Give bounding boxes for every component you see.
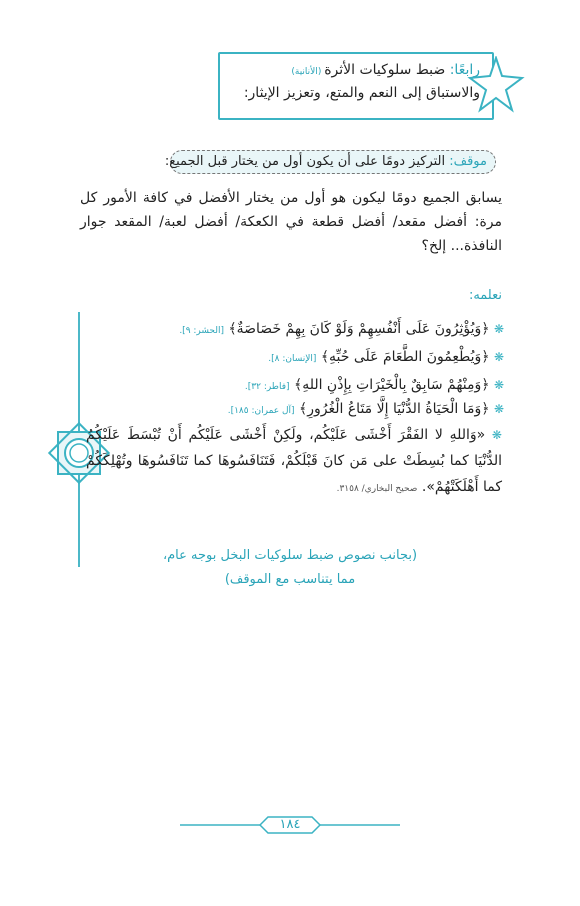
verse-item xyxy=(84,374,504,398)
stance-text: التركيز دومًا على أن يكون أول من يختار قبل الجميع: xyxy=(164,154,446,169)
learn-label: نعلمه: xyxy=(468,288,502,303)
verse-text: ﴿وَيُطْعِمُونَ الطَّعَامَ عَلَى حُبِّهِ﴾ xyxy=(320,349,490,365)
star-ornament-icon xyxy=(466,56,526,116)
verse-text: ﴿وَمِنْهُمْ سَابِقٌ بِالْخَيْرَاتِ بِإِذْنِ اللهِ﴾ xyxy=(293,377,490,393)
verse-reference: [الحشر: ٩]. xyxy=(179,326,224,336)
flower-bullet-icon: ❋ xyxy=(493,378,504,392)
section-subtitle: والاستباق إلى النعم والمتع، وتعزيز الإيثار: xyxy=(243,85,480,101)
verse-text: ﴿وَمَا الْحَيَاةُ الدُّنْيَا إِلَّا مَتَاعُ الْغُرُورِ﴾ xyxy=(299,401,490,417)
verse-item xyxy=(84,318,504,342)
section-title-note: (الأنانية) xyxy=(291,67,325,77)
flower-bullet-icon: ❋ xyxy=(493,350,504,364)
section-label: رابعًا: xyxy=(445,62,480,78)
stance-label: موقف: xyxy=(445,154,487,169)
note-line: مما يتناسب مع الموقف) xyxy=(224,572,356,587)
stance-bubble xyxy=(164,150,496,174)
page-number: ١٨٤ xyxy=(279,817,301,832)
flower-bullet-icon: ❋ xyxy=(493,402,504,416)
verse-text: ﴿وَيُؤْثِرُونَ عَلَى أَنْفُسِهِمْ وَلَوْ كَانَ بِهِمْ خَصَاصَةٌ﴾ xyxy=(228,321,490,337)
hadith-source: صحيح البخاري/ ٣١٥٨. xyxy=(336,484,418,494)
section-header-box xyxy=(218,52,494,120)
parenthetical-note xyxy=(120,544,460,592)
verse-item xyxy=(84,346,504,370)
flower-bullet-icon: ❋ xyxy=(491,428,502,442)
flower-bullet-icon: ❋ xyxy=(493,322,504,336)
hadith-text: «وَاللهِ لا الفَقْرَ أَخْشَى عَلَيْكُم، ولَكِنْ أَخْشَى عَلَيْكُم أَنْ تُبْسَطَ عَلَيْكُمُ الدُّنْيَا كما بُسِطَتْ على مَن كانَ قَبْلَكُمْ، فَتَنَافَسُوهَا كما تَنَافَسُوهَا وتُهْلِكَكُمْ كما أَهْلَكَتْهُمْ». xyxy=(86,427,502,495)
verse-item xyxy=(84,398,504,422)
hadith-item xyxy=(86,422,502,502)
section-title: ضبط سلوكيات الأثرة xyxy=(324,62,446,78)
header-line-1 xyxy=(228,60,480,82)
note-line: (بجانب نصوص ضبط سلوكيات البخل بوجه عام، xyxy=(162,548,418,563)
verse-reference: [الإنسان: ٨]. xyxy=(268,354,317,364)
stance-description: يسابق الجميع دومًا ليكون هو أول من يختار الأفضل في كافة الأمور كل مرة: أفضل مقعد/ أفضل قطعة في الكعكة/ أفضل لعبة/ المقعد جوار النافذة... إلخ؟ xyxy=(80,190,502,254)
verse-reference: [فاطر: ٣٢]. xyxy=(244,382,290,392)
verse-reference: [آل عمران: ١٨٥]. xyxy=(227,406,295,416)
